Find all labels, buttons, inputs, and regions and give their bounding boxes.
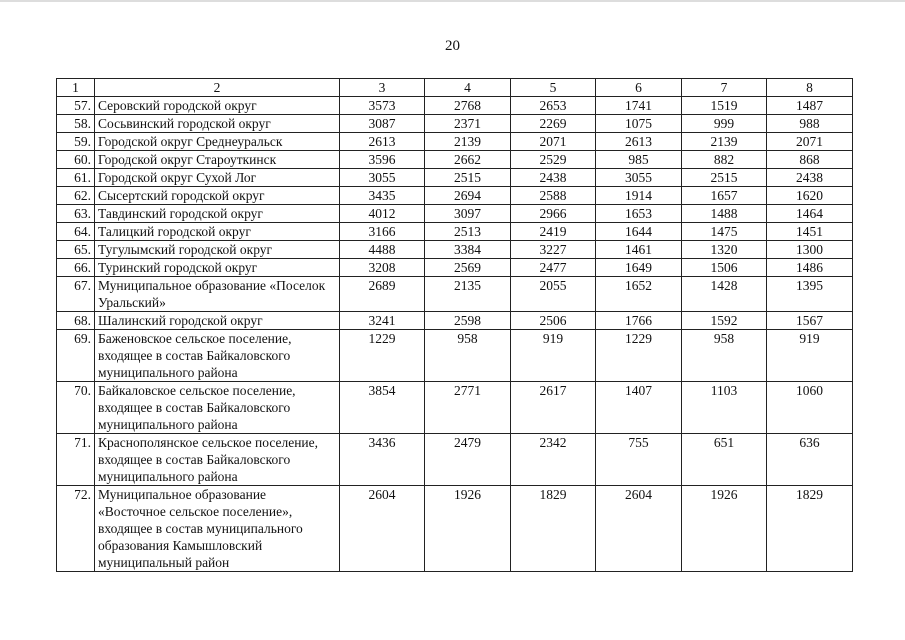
value-cell: 919 [767, 330, 853, 382]
row-number: 70. [57, 382, 95, 434]
municipality-name: Туринский городской округ [95, 259, 340, 277]
value-cell: 1620 [767, 187, 853, 205]
table-row [57, 151, 853, 169]
value-cell: 1488 [682, 205, 767, 223]
value-cell: 919 [511, 330, 596, 382]
value-cell: 1407 [596, 382, 682, 434]
value-cell: 1592 [682, 312, 767, 330]
value-cell: 1829 [767, 486, 853, 572]
row-number: 63. [57, 205, 95, 223]
header-cell: 3 [340, 79, 425, 97]
value-cell: 2613 [596, 133, 682, 151]
value-cell: 3384 [425, 241, 511, 259]
value-cell: 2055 [511, 277, 596, 312]
value-cell: 2604 [596, 486, 682, 572]
value-cell: 2071 [511, 133, 596, 151]
table-row [57, 434, 853, 486]
value-cell: 958 [425, 330, 511, 382]
value-cell: 1657 [682, 187, 767, 205]
table-row [57, 312, 853, 330]
value-cell: 2529 [511, 151, 596, 169]
value-cell: 1229 [596, 330, 682, 382]
row-number: 67. [57, 277, 95, 312]
row-number: 60. [57, 151, 95, 169]
municipality-name: Краснополянское сельское поселение, входящее в состав Байкаловского муниципального района [95, 434, 340, 486]
value-cell: 651 [682, 434, 767, 486]
table-row [57, 330, 853, 382]
value-cell: 1451 [767, 223, 853, 241]
municipality-name: Талицкий городской округ [95, 223, 340, 241]
table-row [57, 486, 853, 572]
municipality-name: Баженовское сельское поселение, входящее в состав Байкаловского муниципального района [95, 330, 340, 382]
value-cell: 1766 [596, 312, 682, 330]
value-cell: 1320 [682, 241, 767, 259]
header-cell: 6 [596, 79, 682, 97]
value-cell: 1652 [596, 277, 682, 312]
value-cell: 2515 [682, 169, 767, 187]
header-cell: 5 [511, 79, 596, 97]
table-row [57, 169, 853, 187]
value-cell: 999 [682, 115, 767, 133]
value-cell: 1075 [596, 115, 682, 133]
header-cell: 4 [425, 79, 511, 97]
value-cell: 3854 [340, 382, 425, 434]
value-cell: 2694 [425, 187, 511, 205]
value-cell: 1464 [767, 205, 853, 223]
row-number: 62. [57, 187, 95, 205]
table-row [57, 205, 853, 223]
value-cell: 3087 [340, 115, 425, 133]
value-cell: 3241 [340, 312, 425, 330]
value-cell: 2588 [511, 187, 596, 205]
municipality-name: Шалинский городской округ [95, 312, 340, 330]
value-cell: 2662 [425, 151, 511, 169]
value-cell: 4488 [340, 241, 425, 259]
value-cell: 3208 [340, 259, 425, 277]
municipality-name: Сысертский городской округ [95, 187, 340, 205]
municipality-name: Муниципальное образование «Поселок Уральский» [95, 277, 340, 312]
value-cell: 985 [596, 151, 682, 169]
value-cell: 1741 [596, 97, 682, 115]
value-cell: 1926 [425, 486, 511, 572]
row-number: 64. [57, 223, 95, 241]
value-cell: 1567 [767, 312, 853, 330]
table-row [57, 241, 853, 259]
value-cell: 2342 [511, 434, 596, 486]
row-number: 68. [57, 312, 95, 330]
value-cell: 1395 [767, 277, 853, 312]
value-cell: 2139 [682, 133, 767, 151]
table-row [57, 259, 853, 277]
value-cell: 3573 [340, 97, 425, 115]
value-cell: 882 [682, 151, 767, 169]
row-number: 61. [57, 169, 95, 187]
value-cell: 2569 [425, 259, 511, 277]
value-cell: 2598 [425, 312, 511, 330]
value-cell: 1926 [682, 486, 767, 572]
value-cell: 1486 [767, 259, 853, 277]
value-cell: 1653 [596, 205, 682, 223]
value-cell: 868 [767, 151, 853, 169]
municipality-name: Городской округ Среднеуральск [95, 133, 340, 151]
value-cell: 1300 [767, 241, 853, 259]
row-number: 71. [57, 434, 95, 486]
header-cell: 2 [95, 79, 340, 97]
row-number: 69. [57, 330, 95, 382]
value-cell: 2269 [511, 115, 596, 133]
value-cell: 1461 [596, 241, 682, 259]
value-cell: 1829 [511, 486, 596, 572]
value-cell: 2477 [511, 259, 596, 277]
row-number: 58. [57, 115, 95, 133]
value-cell: 2604 [340, 486, 425, 572]
value-cell: 2479 [425, 434, 511, 486]
table-row [57, 277, 853, 312]
row-number: 72. [57, 486, 95, 572]
value-cell: 1487 [767, 97, 853, 115]
value-cell: 2617 [511, 382, 596, 434]
page-number: 20 [445, 38, 460, 54]
value-cell: 3435 [340, 187, 425, 205]
municipality-name: Байкаловское сельское поселение, входящее в состав Байкаловского муниципального района [95, 382, 340, 434]
value-cell: 988 [767, 115, 853, 133]
value-cell: 2966 [511, 205, 596, 223]
value-cell: 2689 [340, 277, 425, 312]
value-cell: 2515 [425, 169, 511, 187]
value-cell: 2768 [425, 97, 511, 115]
value-cell: 958 [682, 330, 767, 382]
value-cell: 3055 [596, 169, 682, 187]
value-cell: 3166 [340, 223, 425, 241]
municipality-name: Тавдинский городской округ [95, 205, 340, 223]
page-top-edge [0, 0, 905, 2]
municipality-name: Городской округ Староуткинск [95, 151, 340, 169]
row-number: 59. [57, 133, 95, 151]
value-cell: 3227 [511, 241, 596, 259]
value-cell: 2438 [511, 169, 596, 187]
row-number: 66. [57, 259, 95, 277]
value-cell: 2135 [425, 277, 511, 312]
table-row [57, 115, 853, 133]
value-cell: 1060 [767, 382, 853, 434]
value-cell: 1644 [596, 223, 682, 241]
table-row [57, 133, 853, 151]
value-cell: 2513 [425, 223, 511, 241]
municipality-name: Городской округ Сухой Лог [95, 169, 340, 187]
value-cell: 1103 [682, 382, 767, 434]
value-cell: 1519 [682, 97, 767, 115]
municipality-name: Муниципальное образование «Восточное сельское поселение», входящее в состав муниципального образования Камышловский муниципальный район [95, 486, 340, 572]
table-row [57, 382, 853, 434]
value-cell: 2771 [425, 382, 511, 434]
municipality-name: Серовский городской округ [95, 97, 340, 115]
table-header-row [57, 79, 853, 97]
value-cell: 2653 [511, 97, 596, 115]
table-row [57, 223, 853, 241]
value-cell: 2419 [511, 223, 596, 241]
header-cell: 7 [682, 79, 767, 97]
header-cell: 1 [57, 79, 95, 97]
value-cell: 4012 [340, 205, 425, 223]
data-table [56, 78, 853, 572]
value-cell: 1914 [596, 187, 682, 205]
value-cell: 3596 [340, 151, 425, 169]
value-cell: 3097 [425, 205, 511, 223]
value-cell: 755 [596, 434, 682, 486]
header-cell: 8 [767, 79, 853, 97]
municipality-name: Сосьвинский городской округ [95, 115, 340, 133]
value-cell: 2371 [425, 115, 511, 133]
value-cell: 2506 [511, 312, 596, 330]
value-cell: 2438 [767, 169, 853, 187]
value-cell: 1229 [340, 330, 425, 382]
value-cell: 1475 [682, 223, 767, 241]
value-cell: 2139 [425, 133, 511, 151]
row-number: 65. [57, 241, 95, 259]
row-number: 57. [57, 97, 95, 115]
value-cell: 2071 [767, 133, 853, 151]
value-cell: 2613 [340, 133, 425, 151]
value-cell: 3436 [340, 434, 425, 486]
value-cell: 636 [767, 434, 853, 486]
value-cell: 1428 [682, 277, 767, 312]
value-cell: 3055 [340, 169, 425, 187]
table-row [57, 97, 853, 115]
value-cell: 1506 [682, 259, 767, 277]
value-cell: 1649 [596, 259, 682, 277]
municipality-name: Тугулымский городской округ [95, 241, 340, 259]
table-row [57, 187, 853, 205]
